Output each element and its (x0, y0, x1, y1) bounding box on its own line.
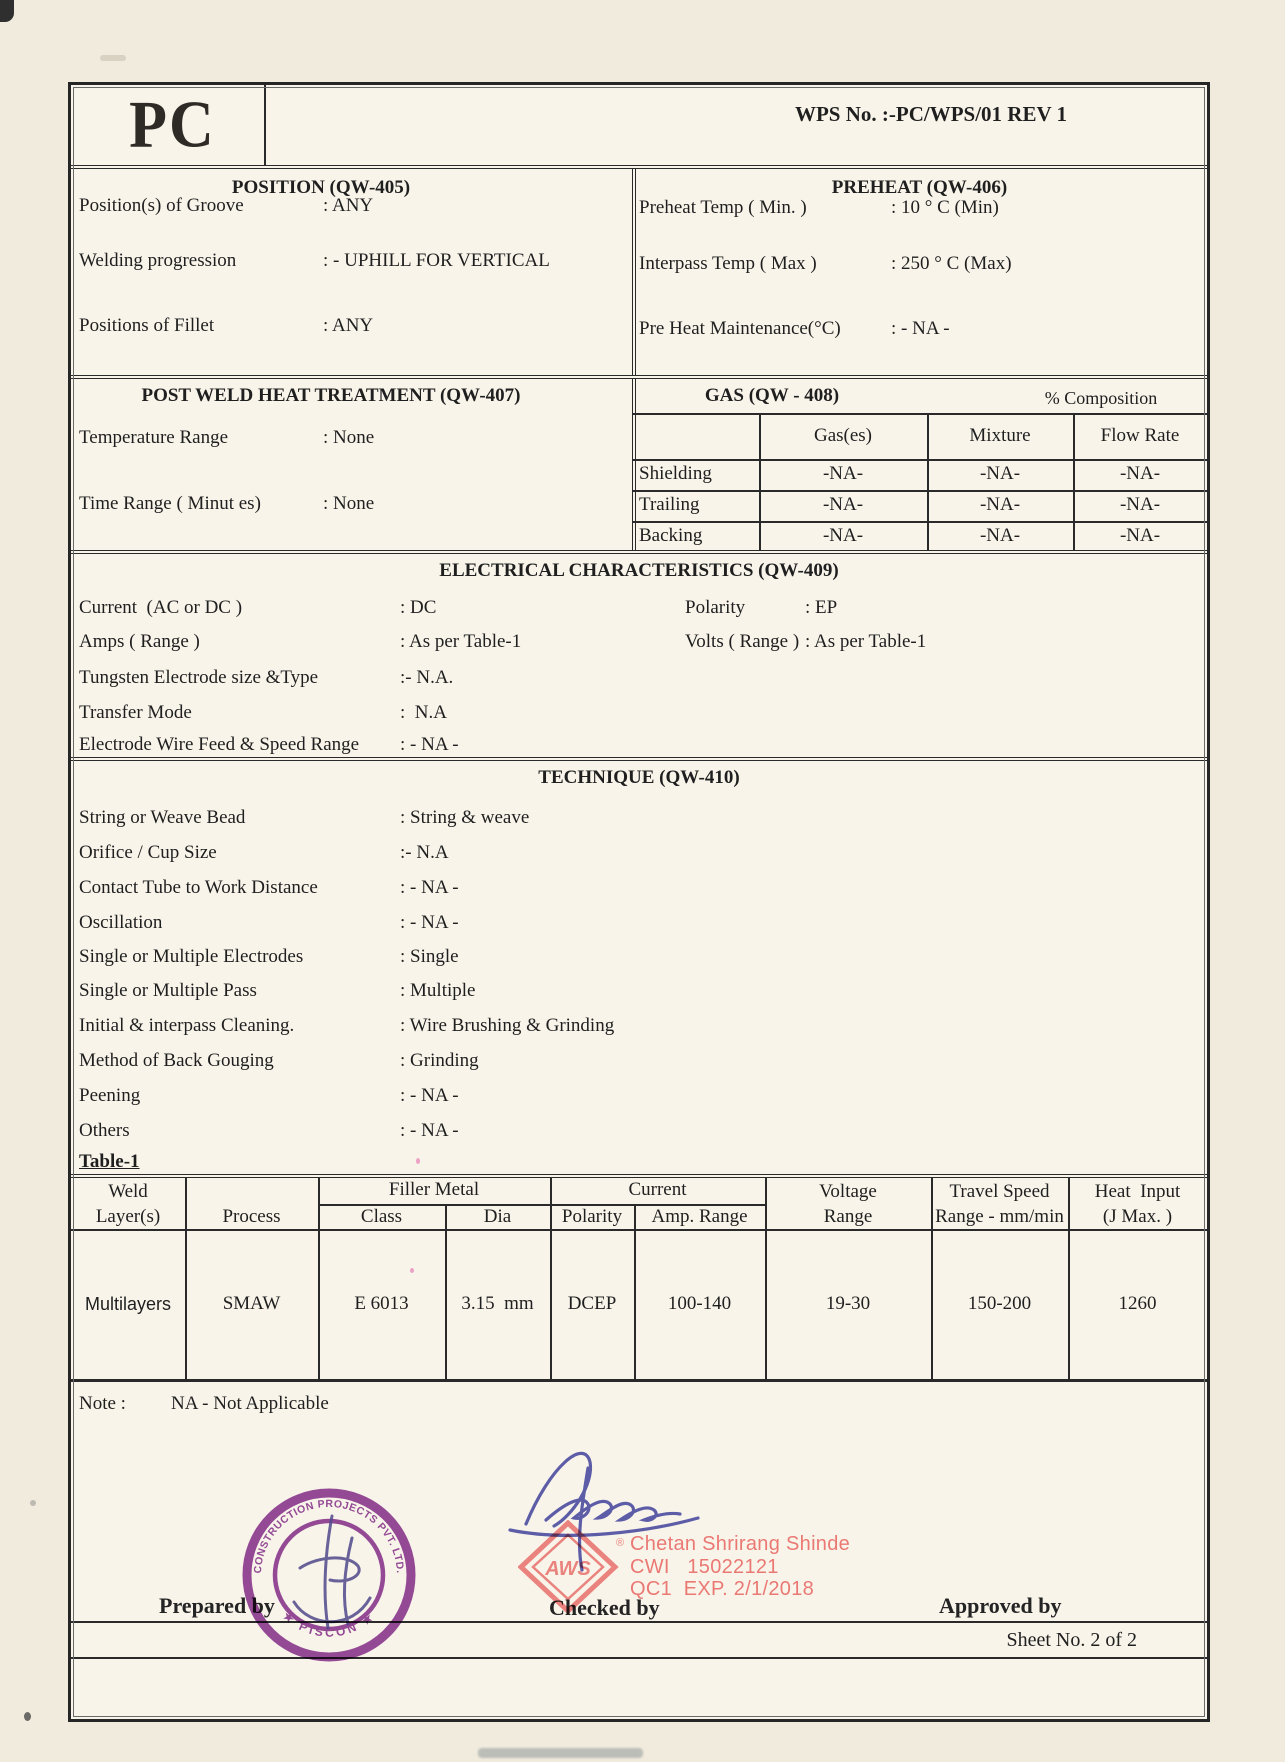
gas-col-header: Flow Rate (1100, 425, 1180, 446)
field-value: : String & weave (400, 807, 530, 828)
field-value: : None (323, 493, 375, 514)
inspector-cwi-number: CWI 15022121 (630, 1556, 779, 1578)
field-label: Electrode Wire Feed & Speed Range (79, 734, 360, 755)
section-divider (71, 757, 1207, 761)
scan-pink-speck (410, 1268, 414, 1273)
field-label: Amps ( Range ) (79, 631, 200, 652)
field-label: Others (79, 1120, 130, 1141)
inspector-name: Chetan Shrirang Shinde (630, 1533, 851, 1555)
field-label: Contact Tube to Work Distance (79, 877, 318, 898)
field-label: Volts ( Range ) (685, 631, 800, 652)
field-value: : N.A (400, 702, 447, 723)
inspector-qc-expiry: QC1 EXP. 2/1/2018 (630, 1578, 815, 1600)
gas-cell: -NA- (822, 525, 864, 546)
field-value: : ANY (323, 195, 374, 216)
gas-col-header: Gas(es) (813, 425, 873, 446)
table1-cell-process: SMAW (222, 1293, 281, 1314)
section-title-preheat: PREHEAT (QW-406) (831, 177, 1008, 198)
field-value: : EP (805, 597, 838, 618)
aws-logo-text: AWS (545, 1558, 591, 1580)
stamp-arc-bottom-text: ★ PISCON ★ (280, 1608, 378, 1640)
field-label: Orifice / Cup Size (79, 842, 217, 863)
registered-mark: ® (615, 1537, 625, 1549)
table1-cell-weld-layers: Multilayers (84, 1294, 172, 1314)
table1-header: Polarity (561, 1206, 623, 1227)
scan-corner-mark (0, 0, 14, 22)
scan-speck (30, 1500, 36, 1506)
checked-by-label: Checked by (549, 1595, 660, 1620)
table1-bottom-line (71, 1379, 1207, 1382)
table1-cell-voltage: 19-30 (825, 1293, 871, 1314)
sheet-number: Sheet No. 2 of 2 (1006, 1629, 1137, 1651)
section-title-gas: GAS (QW - 408) (704, 385, 840, 406)
gas-cell: -NA- (1119, 525, 1161, 546)
field-value: : 250 ° C (Max) (891, 253, 1012, 274)
svg-text:★ PISCON ★ (280, 1608, 378, 1639)
field-value: :- N.A. (400, 667, 454, 688)
gas-col-header: Mixture (969, 425, 1031, 446)
table1-header: Voltage (819, 1181, 877, 1202)
table1-header: Layer(s) (95, 1206, 161, 1227)
gas-cell: -NA- (979, 494, 1021, 515)
gas-row-label: Trailing (639, 494, 700, 515)
field-value: : - NA - (400, 877, 459, 898)
scan-speck (100, 55, 126, 61)
field-value: : None (323, 427, 375, 448)
table1-header: Process (222, 1206, 281, 1227)
field-value: : Multiple (400, 980, 476, 1001)
field-label: Single or Multiple Electrodes (79, 946, 304, 967)
table1-cell-heat-input: 1260 (1118, 1293, 1157, 1314)
field-value: : - UPHILL FOR VERTICAL (323, 250, 550, 271)
table1-caption: Table-1 (79, 1151, 140, 1172)
company-stamp (236, 1482, 422, 1668)
field-label: Pre Heat Maintenance(°C) (639, 318, 841, 339)
gas-cell: -NA- (822, 463, 864, 484)
scan-pink-speck (416, 1158, 420, 1164)
table1-header: Heat Input (1094, 1181, 1181, 1202)
position-preheat-divider (632, 168, 636, 375)
table1-header: (J Max. ) (1102, 1206, 1173, 1227)
table1-header: Current (628, 1179, 687, 1200)
field-value: : Grinding (400, 1050, 479, 1071)
header-logo-divider (264, 85, 266, 165)
gas-row-label: Shielding (639, 463, 712, 484)
stamp-arc-top-text: CONSTRUCTION PROJECTS PVT. LTD. (251, 1497, 406, 1574)
field-value: : Single (400, 946, 459, 967)
section-title-position: POSITION (QW-405) (231, 177, 411, 198)
field-label: Polarity (685, 597, 746, 618)
field-value: : - NA - (400, 1120, 459, 1141)
field-value: : - NA - (400, 734, 459, 755)
field-label: String or Weave Bead (79, 807, 246, 828)
table1-cell-class: E 6013 (354, 1293, 409, 1314)
field-label: Preheat Temp ( Min. ) (639, 197, 807, 218)
approved-by-label: Approved by (939, 1593, 1062, 1618)
table1-header: Range - mm/min (935, 1206, 1064, 1227)
note-text: NA - Not Applicable (171, 1393, 329, 1414)
wps-number: WPS No. :-PC/WPS/01 REV 1 (794, 102, 1068, 126)
gas-table-hline (632, 521, 1207, 523)
field-label: Interpass Temp ( Max ) (639, 253, 817, 274)
field-value: : As per Table-1 (805, 631, 927, 652)
field-label: Peening (79, 1085, 141, 1106)
table1-header: Range (823, 1206, 873, 1227)
gas-cell: -NA- (822, 494, 864, 515)
field-label: Welding progression (79, 250, 237, 271)
table1-top-line (71, 1174, 1207, 1178)
table1-header: Amp. Range (651, 1206, 748, 1227)
table1-header: Dia (483, 1206, 512, 1227)
gas-cell: -NA- (979, 463, 1021, 484)
note-label: Note : (79, 1393, 126, 1414)
field-label: Position(s) of Groove (79, 195, 244, 216)
section-divider (71, 550, 1207, 554)
field-value: : Wire Brushing & Grinding (400, 1015, 615, 1036)
field-value: : 10 ° C (Min) (891, 197, 999, 218)
table1-header: Class (360, 1206, 403, 1227)
field-value: : - NA - (891, 318, 950, 339)
table1-header: Weld (108, 1181, 148, 1202)
field-label: Current (AC or DC ) (79, 597, 243, 618)
field-value: : DC (400, 597, 437, 618)
scan-bottom-smudge (478, 1748, 643, 1758)
field-value: : As per Table-1 (400, 631, 522, 652)
table1-cell-amp-range: 100-140 (667, 1293, 732, 1314)
gas-row-label: Backing (639, 525, 703, 546)
gas-cell: -NA- (1119, 463, 1161, 484)
aws-logo-icon (518, 1520, 630, 1615)
section-divider (71, 375, 1207, 379)
field-label: Oscillation (79, 912, 163, 933)
section-title-electrical: ELECTRICAL CHARACTERISTICS (QW-409) (439, 560, 839, 581)
field-label: Initial & interpass Cleaning. (79, 1015, 295, 1036)
gas-table-hline (632, 490, 1207, 492)
prepared-by-label: Prepared by (159, 1593, 275, 1618)
field-label: Method of Back Gouging (79, 1050, 274, 1071)
table1-header-bottom-line (71, 1229, 1207, 1231)
gas-table-top-line (632, 413, 1207, 415)
field-value: : - NA - (400, 1085, 459, 1106)
section-title-pwht: POST WELD HEAT TREATMENT (QW-407) (141, 385, 521, 406)
gas-cell: -NA- (979, 525, 1021, 546)
table1-header: Travel Speed (949, 1181, 1050, 1202)
table1-cell-travel-speed: 150-200 (967, 1293, 1032, 1314)
table1-vline (445, 1204, 447, 1379)
section-title-technique: TECHNIQUE (QW-410) (538, 767, 740, 788)
field-label: Temperature Range (79, 427, 229, 448)
table1-cell-polarity: DCEP (567, 1293, 617, 1314)
prepared-signature-ink (294, 1516, 370, 1628)
field-value: :- N.A (400, 842, 449, 863)
field-label: Tungsten Electrode size &Type (79, 667, 319, 688)
gas-cell: -NA- (1119, 494, 1161, 515)
gas-composition-label: % Composition (1044, 388, 1158, 408)
scan-speck (24, 1712, 31, 1721)
field-label: Time Range ( Minut es) (79, 493, 261, 514)
gas-table-hline (632, 459, 1207, 461)
table1-cell-dia: 3.15 mm (461, 1293, 534, 1314)
field-value: : - NA - (400, 912, 459, 933)
field-value: : ANY (323, 315, 374, 336)
table1-vline (634, 1204, 636, 1379)
field-label: Positions of Fillet (79, 315, 215, 336)
table1-header: Filler Metal (388, 1179, 480, 1200)
field-label: Transfer Mode (79, 702, 192, 723)
header-bottom-line (71, 165, 1207, 169)
company-logo: PC (129, 88, 216, 162)
field-label: Single or Multiple Pass (79, 980, 257, 1001)
